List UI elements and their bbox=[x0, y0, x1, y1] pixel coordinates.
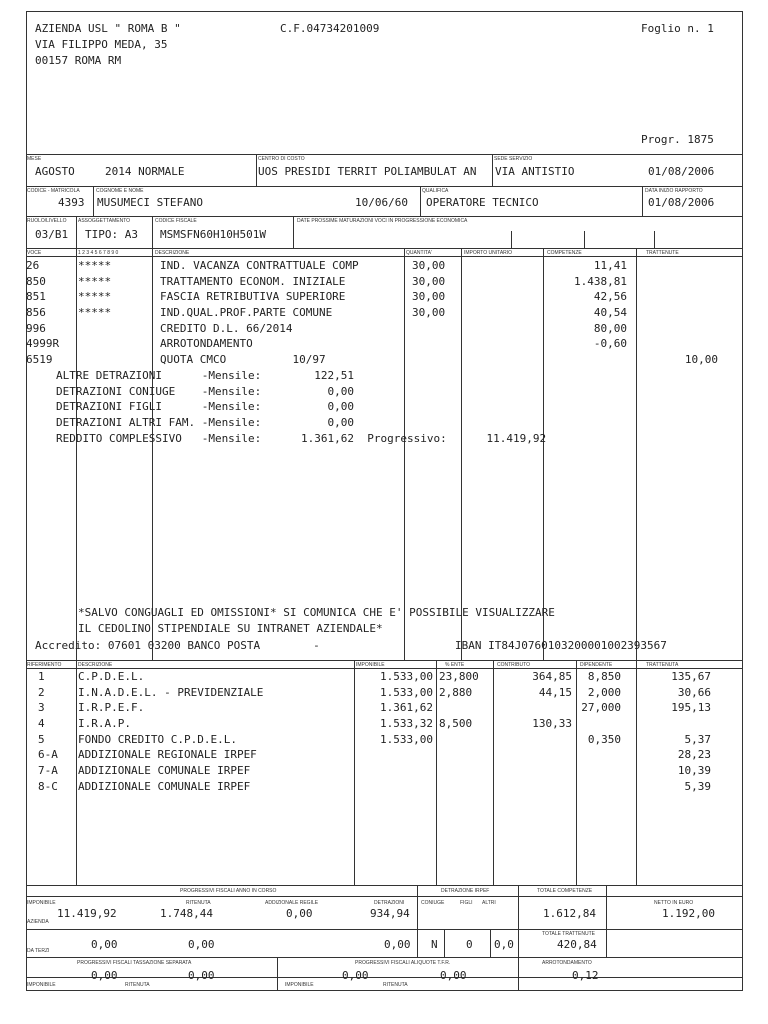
contrib-taxable-column bbox=[356, 669, 433, 795]
divider bbox=[293, 216, 294, 248]
voce-earnings: -0,60 bbox=[593, 337, 627, 351]
employee-name: MUSUMECI STEFANO bbox=[97, 196, 203, 209]
service-location-value: VIA ANTISTIO bbox=[495, 165, 575, 178]
contrib-reference-column bbox=[38, 669, 74, 795]
voce-earnings: 11,41 bbox=[593, 259, 627, 272]
voce-quantity bbox=[412, 321, 460, 337]
divider bbox=[518, 957, 519, 991]
contrib-description: C.P.D.E.L. bbox=[78, 670, 145, 683]
contrib-amount: 130,33 bbox=[532, 717, 572, 731]
footer-additional-label: ADDIZIONALE REGILE bbox=[265, 900, 319, 906]
voce-flags bbox=[78, 321, 148, 337]
contrib-description: I.R.A.P. bbox=[78, 717, 131, 731]
company-city: 00157 ROMA RM bbox=[35, 54, 122, 67]
contrib-taxable: 1.533,00 bbox=[380, 670, 433, 683]
qualification-value: OPERATORE TECNICO bbox=[426, 196, 539, 209]
tfr-taxable: 0,00 bbox=[342, 969, 369, 982]
contrib-employee-percent bbox=[578, 716, 621, 732]
start-date-label: DATA INIZIO RAPPORTO bbox=[645, 188, 703, 194]
voce-quantity: 30,00 bbox=[412, 274, 446, 288]
unit-amount-label: IMPORTO UNITARIO bbox=[464, 250, 513, 256]
divider bbox=[420, 186, 421, 216]
divider bbox=[76, 660, 77, 885]
sheet-number: Foglio n. 1 bbox=[641, 22, 714, 35]
tax-deductions-block bbox=[56, 368, 576, 446]
deduction-line: DETRAZIONI ALTRI FAM. -Mensile: 0,00 bbox=[56, 416, 355, 430]
contrib-reference: 2 bbox=[38, 685, 45, 699]
contrib-taxable bbox=[356, 747, 433, 763]
contrib-employer-percent bbox=[439, 747, 493, 763]
voci-flags-column bbox=[78, 258, 148, 368]
net-pay-label: NETTO IN EURO bbox=[654, 900, 694, 906]
voci-earnings-column bbox=[545, 258, 627, 368]
contrib-employee-percent: 0,350 bbox=[587, 732, 621, 746]
voce-code: 850 bbox=[26, 274, 46, 288]
children-label: FIGLI bbox=[460, 900, 473, 906]
contrib-withholding: 10,39 bbox=[677, 764, 711, 778]
contrib-description: ADDIZIONALE COMUNALE IRPEF bbox=[78, 779, 251, 793]
cost-center-value: UOS PRESIDI TERRIT POLIAMBULAT AN bbox=[258, 165, 477, 178]
contrib-amount: 44,15 bbox=[538, 685, 572, 699]
voce-description: TRATTAMENTO ECONOM. INIZIALE bbox=[160, 274, 346, 288]
role-level: 03/B1 bbox=[35, 228, 69, 241]
role-level-label: RUOLO/LIVELLO bbox=[27, 218, 67, 224]
spouse-label: CONIUGE bbox=[421, 900, 445, 906]
cost-center-label: CENTRO DI COSTO bbox=[258, 156, 305, 162]
notice-line-2: IL CEDOLINO STIPENDIALE SU INTRANET AZIENDALE* bbox=[78, 622, 383, 635]
voce-description: FASCIA RETRIBUTIVA SUPERIORE bbox=[160, 290, 346, 304]
third-party-taxable: 0,00 bbox=[91, 938, 118, 951]
divider bbox=[492, 154, 493, 186]
rounding-value: 0,12 bbox=[572, 969, 599, 982]
separate-withholding: 0,00 bbox=[188, 969, 215, 982]
earnings-label: COMPETENZE bbox=[547, 250, 582, 256]
contrib-withholding: 30,66 bbox=[677, 685, 711, 699]
divider bbox=[444, 929, 445, 957]
iban: IBAN IT84J0760103200001002393567 bbox=[455, 639, 667, 652]
divider bbox=[436, 660, 437, 885]
divider bbox=[636, 660, 637, 885]
divider bbox=[461, 248, 462, 660]
divider bbox=[26, 885, 743, 886]
voce-flags bbox=[78, 336, 148, 352]
month-label: MESE bbox=[27, 156, 42, 162]
voce-deduction bbox=[638, 258, 718, 274]
divider bbox=[26, 929, 743, 930]
total-earnings: 1.612,84 bbox=[543, 907, 596, 920]
subjection-label: ASSOGGETTAMENTO bbox=[78, 218, 131, 224]
progressive-number: Progr. 1875 bbox=[641, 133, 714, 146]
period-value: 2014 NORMALE bbox=[105, 165, 185, 178]
contrib-reference: 6-A bbox=[38, 748, 58, 762]
service-location-label: SEDE SERVIZIO bbox=[494, 156, 533, 162]
contrib-taxable bbox=[356, 779, 433, 795]
deduction-line: ALTRE DETRAZIONI -Mensile: 122,51 bbox=[56, 369, 355, 382]
contrib-employee-percent bbox=[578, 779, 621, 795]
deduction-line: DETRAZIONI CONIUGE -Mensile: 0,00 bbox=[56, 384, 355, 398]
contrib-description: ADDIZIONALE REGIONALE IRPEF bbox=[78, 748, 257, 762]
contrib-employer-percent-column bbox=[439, 669, 493, 795]
voce-earnings: 42,56 bbox=[593, 290, 627, 304]
net-pay: 1.192,00 bbox=[662, 907, 715, 920]
voce-quantity bbox=[412, 352, 460, 368]
voce-flags bbox=[78, 352, 148, 368]
divider bbox=[152, 248, 153, 660]
divider bbox=[26, 977, 743, 978]
divider bbox=[654, 231, 655, 248]
voce-deduction bbox=[638, 289, 718, 305]
quantity-label: QUANTITA' bbox=[406, 250, 432, 256]
contrib-taxable: 1.533,32 bbox=[380, 717, 433, 731]
contrib-employer-percent bbox=[439, 779, 493, 795]
voce-earnings: 1.438,81 bbox=[574, 274, 627, 288]
voce-quantity bbox=[412, 336, 460, 352]
employee-code-label: CODICE - MATRICOLA bbox=[27, 188, 80, 194]
company-tax-code: C.F.04734201009 bbox=[280, 22, 380, 35]
voce-flags: ***** bbox=[78, 259, 112, 272]
divider bbox=[404, 248, 405, 660]
contrib-amount bbox=[495, 700, 572, 716]
contrib-reference: 5 bbox=[38, 732, 45, 746]
row1-date: 01/08/2006 bbox=[648, 165, 715, 178]
divider bbox=[543, 248, 544, 660]
contrib-amount-column bbox=[495, 669, 572, 795]
voce-code: 6519 bbox=[26, 353, 53, 367]
voce-code: 996 bbox=[26, 321, 46, 335]
rounding-label: ARROTONDAMENTO bbox=[542, 960, 592, 966]
contrib-employee-percent-column bbox=[578, 669, 621, 795]
contrib-taxable: 1.533,00 bbox=[380, 732, 433, 746]
divider bbox=[576, 660, 577, 885]
deduction-line: REDDITO COMPLESSIVO -Mensile: 1.361,62 Progressivo: 11.419,92 bbox=[56, 431, 547, 445]
divider bbox=[76, 216, 77, 248]
contrib-withholding: 28,23 bbox=[677, 748, 711, 762]
withholding-label: TRATTENUTA bbox=[646, 662, 679, 668]
separate-withholding-label: RITENUTA bbox=[125, 982, 150, 988]
fiscal-code: MSMSFN60H10H501W bbox=[160, 228, 266, 241]
voce-deduction bbox=[638, 274, 718, 290]
employee-percent-label: DIPENDENTE bbox=[580, 662, 613, 668]
voce-code: 856 bbox=[26, 306, 46, 320]
divider bbox=[511, 231, 512, 248]
contrib-withholding-column bbox=[638, 669, 711, 795]
voce-label: VOCE bbox=[27, 250, 42, 256]
bank-credit: Accredito: 07601 03200 BANCO POSTA - bbox=[35, 639, 320, 652]
voce-deduction bbox=[638, 305, 718, 321]
voci-deductions-column bbox=[638, 258, 718, 368]
contrib-reference: 1 bbox=[38, 670, 45, 683]
contrib-reference: 7-A bbox=[38, 764, 58, 778]
voce-description: QUOTA CMCO 10/97 bbox=[160, 353, 326, 367]
employee-name-label: COGNOME E NOME bbox=[96, 188, 144, 194]
tfr-withholding-label: RITENUTA bbox=[383, 982, 408, 988]
voce-code: 26 bbox=[26, 259, 40, 272]
others-value: 0,0 bbox=[494, 938, 514, 951]
voce-deduction bbox=[638, 321, 718, 337]
voci-code-column bbox=[26, 258, 64, 368]
contrib-reference: 4 bbox=[38, 717, 45, 731]
contrib-withholding: 5,37 bbox=[684, 732, 711, 746]
third-party-withholding: 0,00 bbox=[188, 938, 215, 951]
separate-taxable: 0,00 bbox=[91, 969, 118, 982]
contrib-employee-percent bbox=[578, 763, 621, 779]
contrib-description: FONDO CREDITO C.P.D.E.L. bbox=[78, 732, 237, 746]
voci-description-column bbox=[160, 258, 400, 368]
contrib-employer-percent bbox=[439, 732, 493, 748]
third-party-label: DA TERZI bbox=[27, 948, 50, 954]
voce-deduction bbox=[638, 336, 718, 352]
voce-flags: ***** bbox=[78, 274, 112, 288]
voce-earnings bbox=[545, 352, 627, 368]
divider bbox=[26, 896, 743, 897]
divider bbox=[584, 231, 585, 248]
voce-earnings: 40,54 bbox=[593, 306, 627, 320]
contrib-taxable bbox=[356, 763, 433, 779]
others-label: ALTRI bbox=[482, 900, 496, 906]
footer-deductions-label: DETRAZIONI bbox=[374, 900, 405, 906]
flags-label: 1 2 3 4 5 6 7 8 9 0 bbox=[78, 250, 119, 256]
qualification-label: QUALIFICA bbox=[422, 188, 449, 194]
children-value: 0 bbox=[466, 938, 473, 951]
contrib-description-column bbox=[78, 669, 348, 795]
divider bbox=[493, 660, 494, 885]
divider bbox=[642, 186, 643, 216]
contrib-withholding: 5,39 bbox=[684, 779, 711, 793]
voce-flags: ***** bbox=[78, 306, 112, 320]
divider bbox=[26, 186, 743, 187]
voce-code: 851 bbox=[26, 290, 46, 304]
divider bbox=[26, 957, 743, 958]
contrib-amount bbox=[495, 779, 572, 795]
contrib-employer-percent: 2,880 bbox=[439, 685, 473, 699]
voce-quantity: 30,00 bbox=[412, 290, 446, 304]
tfr-label: PROGRESSIVI FISCALI ALIQUOTE T.F.R. bbox=[355, 960, 451, 966]
voce-code: 4999R bbox=[26, 337, 60, 351]
contrib-amount: 364,85 bbox=[532, 670, 572, 683]
birth-date: 10/06/60 bbox=[355, 196, 408, 209]
spouse-value: N bbox=[431, 938, 438, 951]
contribution-label: CONTRIBUTO bbox=[497, 662, 530, 668]
irpef-deduction-label: DETRAZIONE IRPEF bbox=[441, 888, 490, 894]
contrib-amount bbox=[495, 732, 572, 748]
divider bbox=[636, 248, 637, 660]
company-row-label: AZIENDA bbox=[27, 919, 49, 925]
contrib-employer-percent bbox=[439, 700, 493, 716]
divider bbox=[277, 957, 278, 991]
contrib-employee-percent: 2,000 bbox=[587, 685, 621, 699]
contrib-withholding: 195,13 bbox=[671, 701, 711, 715]
divider bbox=[256, 154, 257, 186]
contrib-description-label: DESCRIZIONE bbox=[78, 662, 113, 668]
divider bbox=[26, 216, 743, 217]
company-taxable: 11.419,92 bbox=[57, 907, 117, 920]
contrib-reference: 8-C bbox=[38, 779, 58, 793]
notice-line-1: *SALVO CONGUAGLI ED OMISSIONI* SI COMUNICA CHE E' POSSIBILE VISUALIZZARE bbox=[78, 606, 555, 619]
maturation-dates-label: DATE PROSSIME MATURAZIONI VOCI IN PROGRESSIONE ECONOMICA bbox=[297, 218, 468, 224]
contrib-taxable: 1.361,62 bbox=[380, 701, 433, 715]
footer-taxable-label: IMPONIBILE bbox=[27, 900, 56, 906]
fiscal-code-label: CODICE FISCALE bbox=[155, 218, 197, 224]
company-address: VIA FILIPPO MEDA, 35 bbox=[35, 38, 168, 51]
contrib-amount bbox=[495, 763, 572, 779]
company-withholding: 1.748,44 bbox=[160, 907, 213, 920]
employee-code: 4393 bbox=[58, 196, 85, 209]
company-additional: 0,00 bbox=[286, 907, 313, 920]
contrib-employee-percent: 8,850 bbox=[587, 670, 621, 683]
total-deductions: 420,84 bbox=[557, 938, 597, 951]
month-value: AGOSTO bbox=[35, 165, 75, 178]
description-label: DESCRIZIONE bbox=[155, 250, 190, 256]
voce-earnings: 80,00 bbox=[593, 321, 627, 335]
voce-description: IND.QUAL.PROF.PARTE COMUNE bbox=[160, 306, 333, 320]
start-date: 01/08/2006 bbox=[648, 196, 715, 209]
divider bbox=[518, 885, 519, 957]
divider bbox=[152, 216, 153, 248]
divider bbox=[490, 929, 491, 957]
divider bbox=[93, 186, 94, 216]
total-earnings-label: TOTALE COMPETENZE bbox=[537, 888, 593, 894]
deduction-line: DETRAZIONI FIGLI -Mensile: 0,00 bbox=[56, 400, 355, 414]
subjection-type: TIPO: A3 bbox=[85, 228, 138, 241]
divider bbox=[606, 885, 607, 957]
third-party-deductions: 0,00 bbox=[384, 938, 411, 951]
voce-description: ARROTONDAMENTO bbox=[160, 337, 253, 351]
contrib-reference: 3 bbox=[38, 701, 45, 715]
contrib-description: ADDIZIONALE COMUNALE IRPEF bbox=[78, 764, 251, 778]
divider bbox=[26, 154, 743, 155]
contrib-employee-percent: 27,000 bbox=[581, 701, 621, 715]
voce-deduction: 10,00 bbox=[684, 353, 718, 367]
footer-withholding-label: RITENUTA bbox=[186, 900, 211, 906]
deductions-label: TRATTENUTE bbox=[646, 250, 679, 256]
reference-label: RIFERIMENTO bbox=[27, 662, 62, 668]
employer-percent-label: % ENTE bbox=[445, 662, 465, 668]
voce-flags: ***** bbox=[78, 290, 112, 304]
contrib-amount bbox=[495, 747, 572, 763]
separate-taxable-label: IMPONIBILE bbox=[27, 982, 56, 988]
contrib-description: I.R.P.E.F. bbox=[78, 701, 145, 715]
tfr-taxable-label: IMPONIBILE bbox=[285, 982, 314, 988]
voce-quantity: 30,00 bbox=[412, 259, 446, 272]
divider bbox=[354, 660, 355, 885]
divider bbox=[417, 885, 418, 957]
voci-quantity-column bbox=[412, 258, 460, 368]
contrib-taxable: 1.533,00 bbox=[380, 685, 433, 699]
fiscal-progressives-label: PROGRESSIVI FISCALI ANNO IN CORSO bbox=[180, 888, 277, 894]
contrib-description: I.N.A.D.E.L. - PREVIDENZIALE bbox=[78, 685, 264, 699]
contrib-employer-percent: 23,800 bbox=[439, 670, 479, 683]
separate-tax-label: PROGRESSIVI FISCALI TASSAZIONE SEPARATA bbox=[77, 960, 192, 966]
voce-description: CREDITO D.L. 66/2014 bbox=[160, 321, 293, 335]
contrib-employer-percent bbox=[439, 763, 493, 779]
divider bbox=[76, 248, 77, 660]
tfr-withholding: 0,00 bbox=[440, 969, 467, 982]
total-deductions-label: TOTALE TRATTENUTE bbox=[542, 931, 595, 937]
contrib-employer-percent: 8,500 bbox=[439, 717, 473, 731]
contrib-withholding: 135,67 bbox=[671, 670, 711, 683]
voce-quantity: 30,00 bbox=[412, 306, 446, 320]
contrib-withholding bbox=[638, 716, 711, 732]
voce-description: IND. VACANZA CONTRATTUALE COMP bbox=[160, 259, 359, 272]
company-name: AZIENDA USL " ROMA B " bbox=[35, 22, 181, 35]
company-deductions: 934,94 bbox=[370, 907, 410, 920]
contrib-employee-percent bbox=[578, 747, 621, 763]
taxable-label: IMPONIBILE bbox=[356, 662, 385, 668]
